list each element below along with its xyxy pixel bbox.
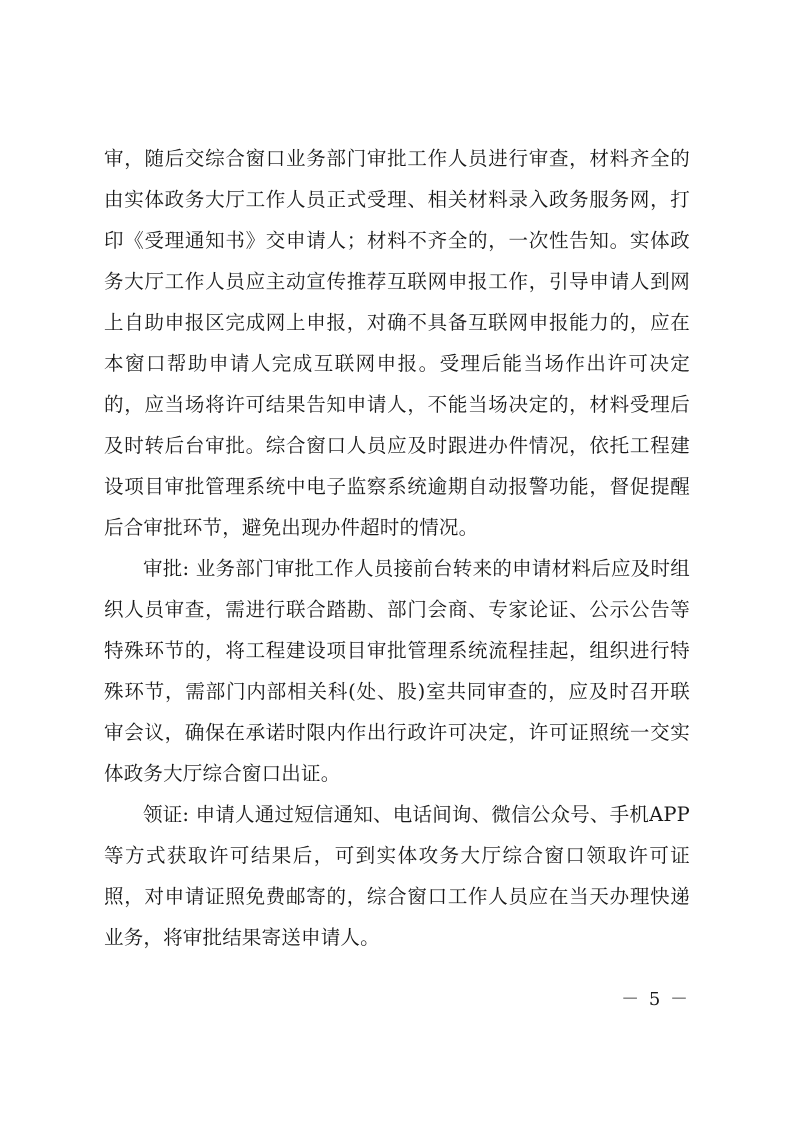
document-body — [104, 138, 690, 958]
paragraph-1: 审，随后交综合窗口业务部门审批工作人员进行审查，材料齐全的由实体政务大厅工作人员正式受理、相关材料录入政务服务网，打印《受理通知书》交申请人；材料不齐全的，一次性告知。实体政务大厅工作人员应主动宣传推荐互联网申报工作，引导申请人到网上自助申报区完成网上申报，对确不具备互联网申报能力的，应在本窗口帮助申请人完成互联网申报。受理后能当场作出许可决定的，应当场将许可结果告知申请人，不能当场决定的，材料受理后及时转后台审批。综合窗口人员应及时跟进办件情况，依托工程建设项目审批管理系统中电子监察系统逾期自动报警功能，督促提醒后合审批环节，避免出现办件超时的情况。 — [104, 147, 690, 539]
page-number: － 5 － — [621, 989, 690, 1010]
paragraph-2: 审批: 业务部门审批工作人员接前台转来的申请材料后应及时组织人员审查，需进行联合踏勘、部门会商、专家论证、公示公告等特殊环节的，将工程建设项目审批管理系统流程挂起，组织进行特殊环节，需部门内部相关科(处、股)室共同审查的，应及时召开联审会议，确保在承诺时限内作出行政许可决定，许可证照统一交实体政务大厅综合窗口出证。 — [104, 557, 690, 785]
paragraph-3: 领证: 申请人通过短信通知、电话间询、微信公众号、手机APP 等方式获取许可结果后，可到实体攻务大厅综合窗口领取许可证照，对申请证照免费邮寄的，综合窗口工作人员应在当天办理快递业务，将审批结果寄送申请人。 — [104, 803, 690, 949]
